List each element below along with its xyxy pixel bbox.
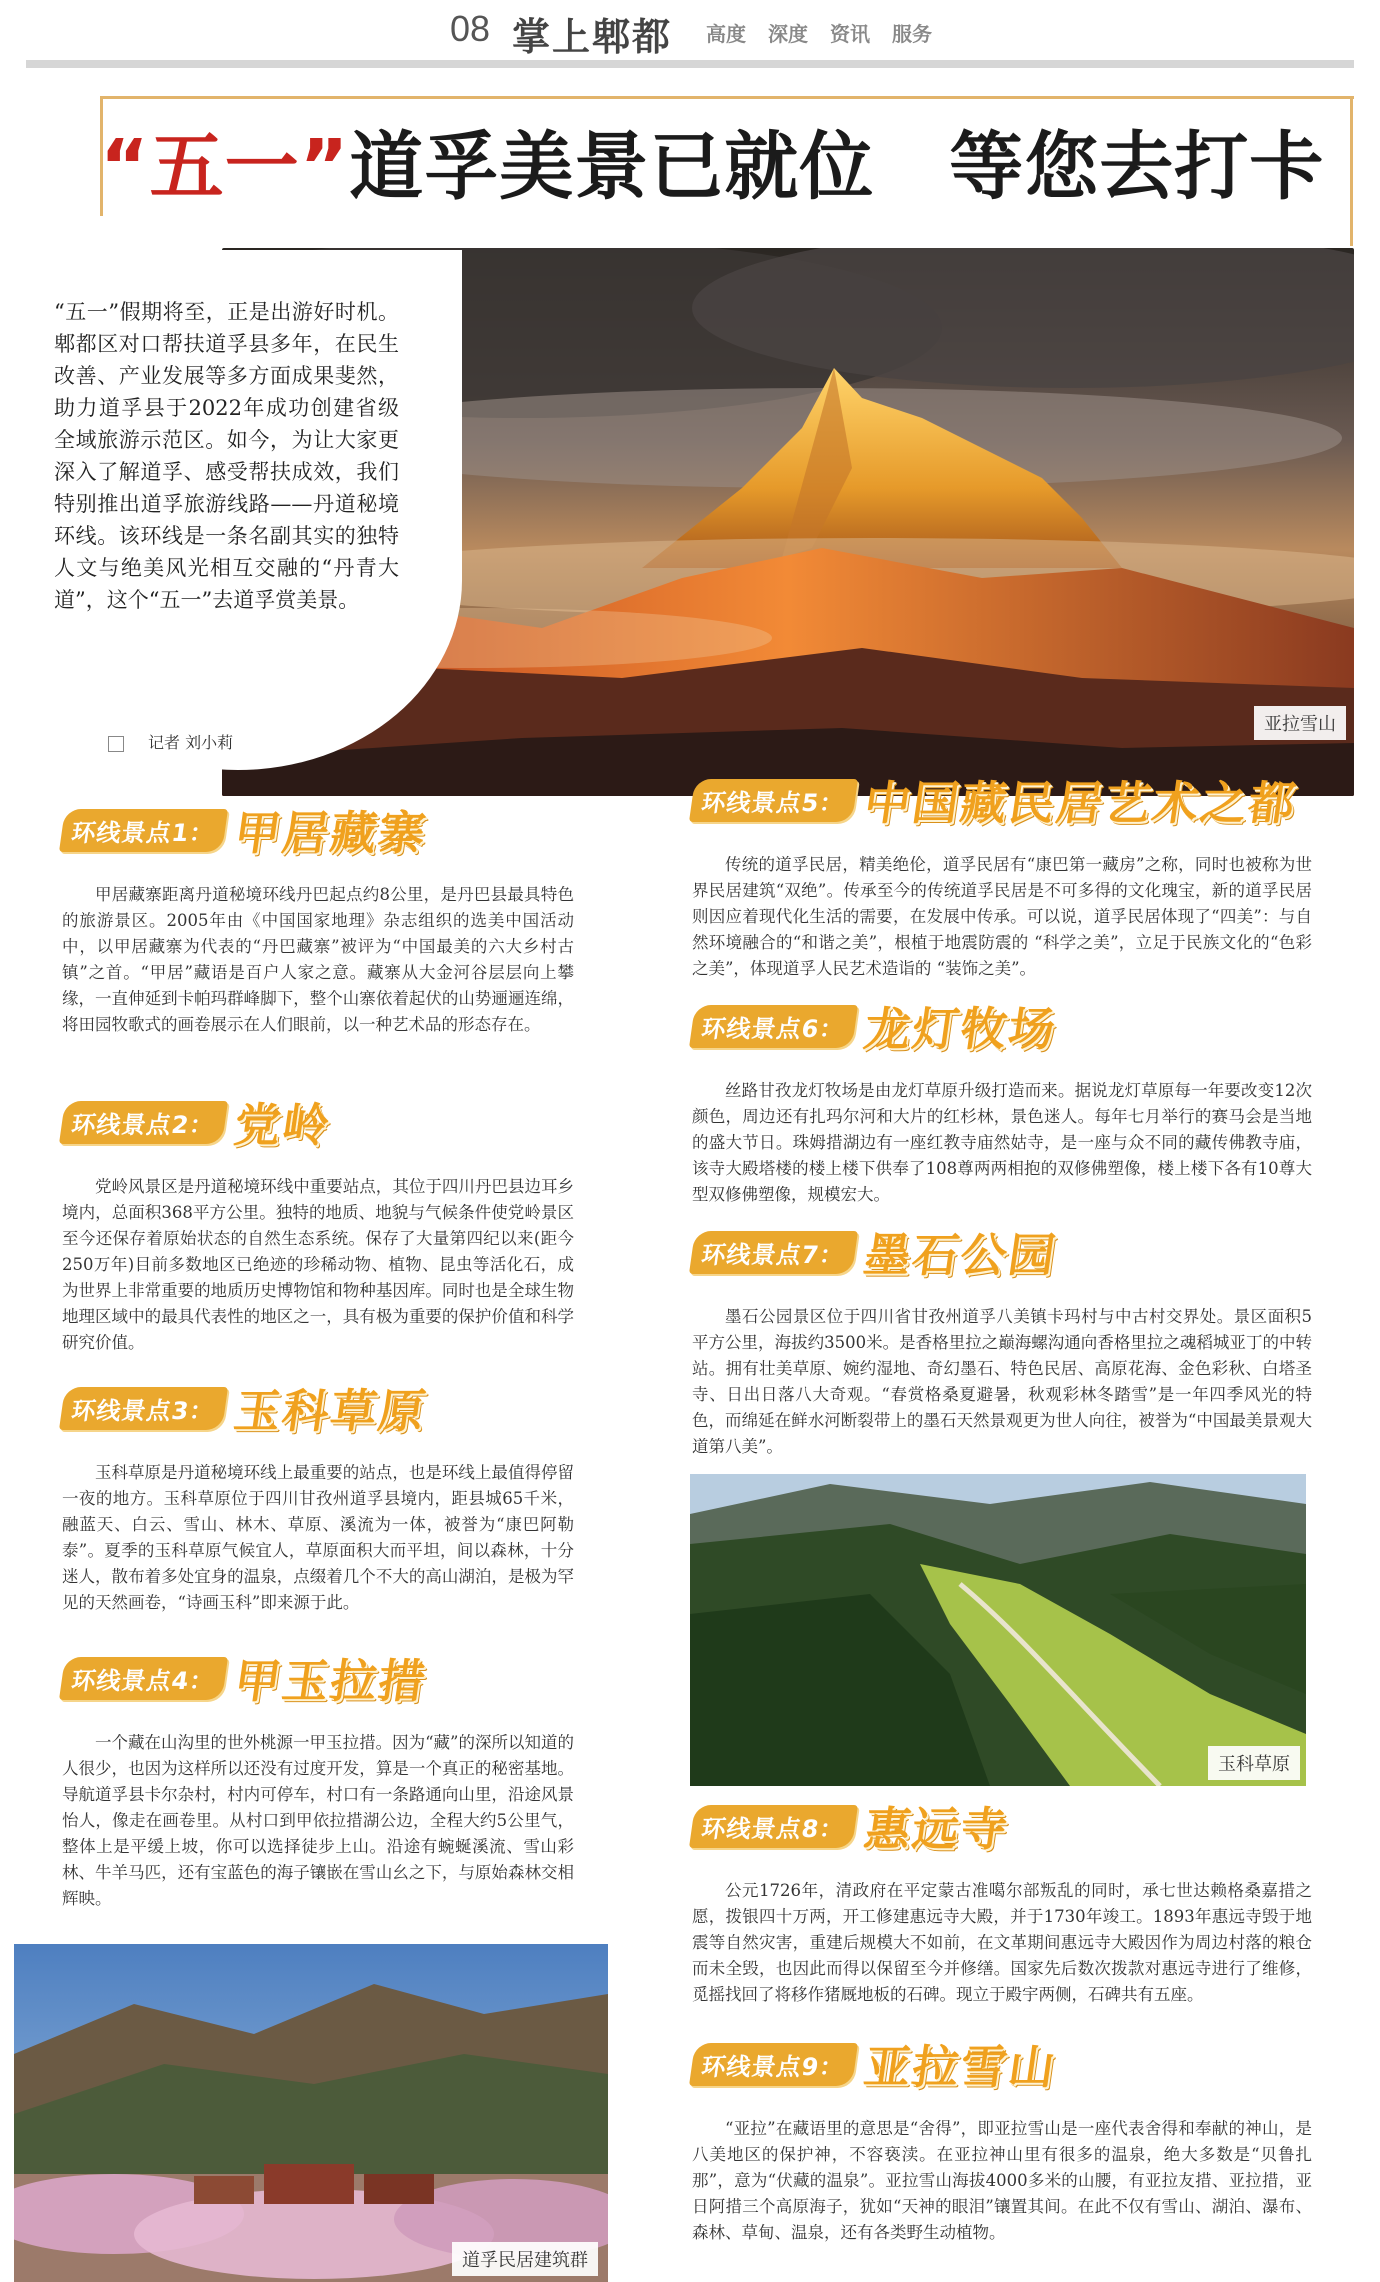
frame-top-line <box>100 96 1354 99</box>
section-3 <box>62 1378 574 1616</box>
page-title: “五一”道孚美景已就位 等您去打卡 <box>100 124 1325 210</box>
section-2-body: 党岭风景区是丹道秘境环线中重要站点，其位于四川丹巴县边耳乡境内，总面积368平方公里。独特的地质、地貌与气候条件使党岭景区至今还保存着原始状态的自然生态系统。保存了大量第四纪以来(距今250万年)目前多数地区已绝迹的珍稀动物、植物、昆虫等活化石，成为世界上非常重要的地质历史博物馆和物种基因库。同时也是全球生物地理区域中的最具代表性的地区之一，具有极为重要的保护价值和科学研究价值。 <box>62 1177 574 1352</box>
section-3-name: 玉科草原 <box>230 1384 431 1438</box>
section-6-body: 丝路甘孜龙灯牧场是由龙灯草原升级打造而来。据说龙灯草原每一年要改变12次颜色，周边还有扎玛尔河和大片的红杉林，景色迷人。每年七月举行的赛马会是当地的盛大节日。珠姆措湖边有一座红教寺庙然姑寺，是一座与众不同的藏传佛教寺庙，该寺大殿塔楼的楼上楼下供奉了108尊两两相抱的双修佛塑像，楼上楼下各有10尊大型双修佛塑像，规模宏大。 <box>692 1081 1312 1204</box>
section-2-tag: 环线景点2： <box>59 1101 228 1144</box>
page-number: 08 <box>450 8 491 49</box>
section-1-tag: 环线景点1： <box>59 809 228 852</box>
intro-text: “五一”假期将至，正是出游好时机。郫都区对口帮扶道孚县多年，在民生改善、产业发展等多方面成果斐然，助力道孚县于2022年成功创建省级全域旅游示范区。如今，为让大家更深入了解道孚、感受帮扶成效，我们特别推出道孚旅游线路——丹道秘境环线。该环线是一条名副其实的独特人文与绝美风光相互交融的“丹青大道”，这个“五一”去道孚赏美景。 <box>54 300 399 612</box>
section-7 <box>692 1222 1312 1460</box>
section-5-tag: 环线景点5： <box>689 779 858 822</box>
section-5 <box>692 770 1312 982</box>
reporter-box-icon <box>108 736 124 752</box>
section-8-name: 惠远寺 <box>860 1802 1013 1856</box>
section-9-name: 亚拉雪山 <box>860 2040 1061 2094</box>
reporter-line <box>108 730 233 753</box>
yuke-grassland-image <box>690 1474 1306 1786</box>
section-9 <box>692 2034 1312 2246</box>
reporter-name: 记者 刘小莉 <box>148 733 234 752</box>
section-9-tag: 环线景点9： <box>689 2043 858 2086</box>
section-6-tag: 环线景点6： <box>689 1005 858 1048</box>
yuke-caption: 玉科草原 <box>1208 1746 1300 1780</box>
section-7-name: 墨石公园 <box>860 1228 1061 1282</box>
village-image <box>14 1944 608 2282</box>
section-7-tag: 环线景点7： <box>689 1231 858 1274</box>
village-caption: 道孚民居建筑群 <box>452 2242 598 2276</box>
section-8-body: 公元1726年，清政府在平定蒙古准噶尔部叛乱的同时，承七世达赖格桑嘉措之愿，拨银四十万两，开工修建惠远寺大殿，并于1730年竣工。1893年惠远寺毁于地震等自然灾害，重建后规模大不如前，在文革期间惠远寺大殿因作为周边村落的粮仓而未全毁，也因此而得以保留至今并修缮。国家先后数次拨款对惠远寺进行了维修，觅摇找回了将移作猪厩地板的石碑。现立于殿宇两侧，石碑共有五座。 <box>692 1881 1312 2004</box>
section-7-body: 墨石公园景区位于四川省甘孜州道孚八美镇卡玛村与中古村交界处。景区面积5平方公里，海拔约3500米。是香格里拉之巅海螺沟通向香格里拉之魂稻城亚丁的中转站。拥有壮美草原、婉约湿地、奇幻墨石、特色民居、高原花海、金色彩秋、白塔圣寺、日出日落八大奇观。“春赏格桑夏避暑，秋观彩林冬踏雪”是一年四季风光的特色，而绵延在鲜水河断裂带上的墨石天然景观更为世人向往，被誉为“中国最美景观大道第八美”。 <box>692 1307 1312 1456</box>
section-6 <box>692 996 1312 1208</box>
nav-item-2[interactable]: 深度 <box>768 22 808 46</box>
nav-item-1[interactable]: 高度 <box>706 22 746 46</box>
section-3-tag: 环线景点3： <box>59 1387 228 1430</box>
section-1-name: 甲居藏寨 <box>230 806 431 860</box>
page-header <box>0 0 1380 60</box>
header-rule <box>26 60 1354 68</box>
section-5-body: 传统的道孚民居，精美绝伦，道孚民居有“康巴第一藏房”之称，同时也被称为世界民居建筑“双绝”。传承至今的传统道孚民居是不可多得的文化瑰宝，新的道孚民居则因应着现代化生活的需要，在发展中传承。可以说，道孚民居体现了“四美”：与自然环境融合的“和谐之美”，根植于地震防震的 “科学之美”，立足于民族文化的“色彩之美”，体现道孚人民艺术造诣的 “装饰之美”。 <box>692 855 1312 978</box>
hero-caption: 亚拉雪山 <box>1254 706 1346 740</box>
section-nav <box>706 18 932 47</box>
section-4-body: 一个藏在山沟里的世外桃源一甲玉拉措。因为“藏”的深所以知道的人很少，也因为这样所以还没有过度开发，算是一个真正的秘密基地。导航道孚县卡尔杂村，村内可停车，村口有一条路通向山里，沿途风景怡人，像走在画卷里。从村口到甲依拉措湖公边，全程大约5公里气，整体上是平缓上坡，你可以选择徒步上山。沿途有蜿蜒溪流、雪山彩林、牛羊马匹，还有宝蓝色的海子镶嵌在雪山幺之下，与原始森林交相辉映。 <box>62 1733 574 1908</box>
nav-item-4[interactable]: 服务 <box>892 22 932 46</box>
section-8-tag: 环线景点8： <box>689 1805 858 1848</box>
section-1 <box>62 800 574 1038</box>
section-2-name: 党岭 <box>230 1098 335 1152</box>
nav-item-3[interactable]: 资讯 <box>830 22 870 46</box>
section-4-name: 甲玉拉措 <box>230 1654 431 1708</box>
section-9-body: “亚拉”在藏语里的意思是“舍得”，即亚拉雪山是一座代表舍得和奉献的神山，是八美地区的保护神，不容亵渎。在亚拉神山里有很多的温泉，绝大多数是“贝鲁扎那”，意为“伏藏的温泉”。亚拉雪山海拔4000多米的山腰，有亚拉友措、亚拉措，亚日阿措三个高原海子，犹如“天神的眼泪”镶置其间。在此不仅有雪山、湖泊、瀑布、森林、草甸、温泉，还有各类野生动植物。 <box>692 2119 1312 2242</box>
section-2 <box>62 1092 574 1356</box>
section-8 <box>692 1796 1312 2008</box>
section-3-body: 玉科草原是丹道秘境环线上最重要的站点，也是环线上最值得停留一夜的地方。玉科草原位于四川甘孜州道孚县境内，距县城65千米，融蓝天、白云、雪山、林木、草原、溪流为一体，被誉为“康巴阿勒泰”。夏季的玉科草原气候宜人，草原面积大而平坦，间以森林，十分迷人，散布着多处宜身的温泉，点缀着几个不大的高山湖泊，是极为罕见的天然画卷，“诗画玉科”即来源于此。 <box>62 1463 574 1612</box>
section-4-tag: 环线景点4： <box>59 1657 228 1700</box>
frame-right-line <box>1350 96 1353 246</box>
section-4 <box>62 1648 574 1912</box>
column-name: 掌上郫都 <box>512 15 673 59</box>
section-5-name: 中国藏民居艺术之都 <box>860 776 1301 830</box>
section-6-name: 龙灯牧场 <box>860 1002 1061 1056</box>
section-1-body: 甲居藏寨距离丹道秘境环线丹巴起点约8公里，是丹巴县最具特色的旅游景区。2005年由《中国国家地理》杂志组织的选美中国活动中，以甲居藏寨为代表的“丹巴藏寨”被评为“中国最美的六大乡村古镇”之首。“甲居”藏语是百户人家之意。藏寨从大金河谷层层向上攀缘，一直伸延到卡帕玛群峰脚下，整个山寨依着起伏的山势逦逦连绵，将田园牧歌式的画卷展示在人们眼前，以一种艺术品的形态存在。 <box>62 885 574 1034</box>
